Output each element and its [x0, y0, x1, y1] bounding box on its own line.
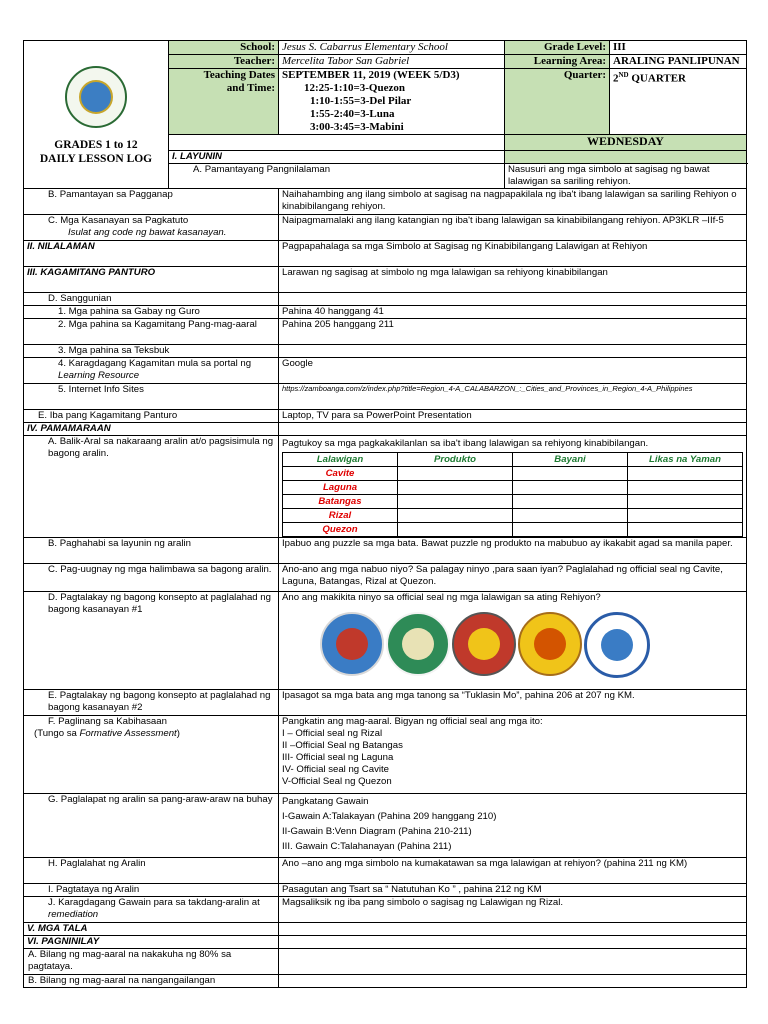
table-header: Lalawigan — [283, 453, 398, 467]
karagdagang-gawain-value: Magsaliksik ng iba pang simbolo o sagisag ng Lalawigan ng Rizal. — [279, 897, 747, 923]
table-row: Batangas — [283, 495, 398, 509]
teacher-value: Mercelita Tabor San Gabriel — [279, 55, 505, 69]
kagamitang-mag-aaral-label: 2. Mga pahina sa Kagamitang Pang-mag-aaral — [24, 319, 279, 345]
section-nilalaman: II. NILALAMAN — [24, 241, 279, 267]
pamantayang-pangnilalaman-label: A. Pamantayang Pangnilalaman — [169, 164, 505, 189]
section-pagninilay: VI. PAGNINILAY — [24, 936, 279, 949]
lalawigan-table — [282, 452, 743, 537]
paglalapat-value: Pangkatang Gawain I-Gawain A:Talakayan (Pahina 209 hanggang 210) II-Gawain B:Venn Diagram (Pahina 210-211) III. Gawain C:Talahanayan (Pahina 211) — [279, 794, 747, 858]
kagamitang-mag-aaral-value: Pahina 205 hanggang 211 — [279, 319, 747, 345]
quarter-label: Quarter: — [505, 69, 610, 135]
grade-level-label: Grade Level: — [505, 41, 610, 55]
nilalaman-value: Pagpapahalaga sa mga Simbolo at Sagisag ng Kinabibilangang Lalawigan at Rehiyon — [279, 241, 747, 267]
learning-area-label: Learning Area: — [505, 55, 610, 69]
table-row: Laguna — [283, 481, 398, 495]
sanggunian-label: D. Sanggunian — [24, 293, 279, 306]
kasanayan-value: Naipagmamalaki ang ilang katangian ng iba't ibang lalawigan sa kinabibilangang rehiyon. AP3KLR –IIf-5 — [279, 215, 747, 241]
section-pamamaraan: IV. PAMAMARAAN — [24, 423, 279, 436]
table-header: Produkto — [398, 453, 513, 467]
learning-area-value: ARALING PANLIPUNAN — [610, 55, 747, 69]
pamantayan-sa-pagganap-label: B. Pamantayan sa Pagganap — [24, 189, 279, 215]
iba-pang-kagamitan-label: E. Iba pang Kagamitang Panturo — [24, 410, 279, 423]
pagtataya-value: Pasagutan ang Tsart sa “ Natutuhan Ko ” , pahina 212 ng KM — [279, 884, 747, 897]
gabay-guro-value: Pahina 40 hanggang 41 — [279, 306, 747, 319]
bilang-nangangailangan-label: B. Bilang ng mag-aaral na nangangailangan — [24, 975, 279, 988]
school-label: School: — [169, 41, 279, 55]
day-header: WEDNESDAY — [505, 135, 747, 151]
table-row: Cavite — [283, 467, 398, 481]
iba-pang-kagamitan-value: Laptop, TV para sa PowerPoint Presentation — [279, 410, 747, 423]
pagtataya-label: I. Pagtataya ng Aralin — [24, 884, 279, 897]
karagdagang-gawain-label: J. Karagdagang Gawain para sa takdang-aralin at remediation — [24, 897, 279, 923]
teaching-dates-label: Teaching Dates and Time: — [169, 69, 279, 135]
laguna-seal-icon — [386, 612, 450, 676]
paglalapat-label: G. Paglalapat ng aralin sa pang-araw-araw na buhay — [24, 794, 279, 858]
paglinang-label: F. Paglinang sa Kabihasaan (Tungo sa Formative Assessment) — [24, 716, 279, 794]
pag-uugnay-value: Ano-ano ang mga nabuo niyo? Sa palagay ninyo ,para saan iyan? Paglalahad ng official seal ng Cavite, Laguna, Batangas, Rizal at Quezon. — [279, 564, 747, 592]
table-header: Bayani — [513, 453, 628, 467]
school-value: Jesus S. Cabarrus Elementary School — [279, 41, 505, 55]
kasanayan-label: C. Mga Kasanayan sa Pagkatuto Isulat ang code ng bawat kasanayan. — [24, 215, 279, 241]
learning-resource-label: 4. Karagdagang Kagamitan mula sa portal ng Learning Resource — [24, 358, 279, 384]
pag-uugnay-label: C. Pag-uugnay ng mga halimbawa sa bagong aralin. — [24, 564, 279, 592]
paghahabi-label: B. Paghahabi sa layunin ng aralin — [24, 538, 279, 564]
paglalahat-value: Ano –ano ang mga simbolo na kumakatawan sa mga lalawigan at rehiyon? (pahina 211 ng KM) — [279, 858, 747, 884]
table-row: Rizal — [283, 509, 398, 523]
cavite-seal-icon — [320, 612, 384, 676]
paglalahat-label: H. Paglalahat ng Aralin — [24, 858, 279, 884]
internet-info-label: 5. Internet Info Sites — [24, 384, 279, 410]
header-logo-cell — [24, 41, 169, 189]
quarter-value: 2ND QUARTER — [610, 69, 747, 135]
section-kagamitang-panturo: III. KAGAMITANG PANTURO — [24, 267, 279, 293]
balik-aral-label: A. Balik-Aral sa nakaraang aralin at/o pagsisimula ng bagong aralin. — [24, 436, 279, 538]
pagtalakay-2-label: E. Pagtalakay ng bagong konsepto at paglalahad ng bagong kasanayan #2 — [24, 690, 279, 716]
pagtalakay-2-value: Ipasagot sa mga bata ang mga tanong sa “Tuklasin Mo”, pahina 206 at 207 ng KM. — [279, 690, 747, 716]
official-seals — [282, 608, 743, 688]
pagtalakay-1-value: Ano ang makikita ninyo sa official seal ng mga lalawigan sa ating Rehiyon? — [279, 592, 747, 690]
teacher-label: Teacher: — [169, 55, 279, 69]
section-mga-tala: V. MGA TALA — [24, 923, 279, 936]
balik-aral-value: Pagtukoy sa mga pagkakakilanlan sa iba't ibang lalawigan sa rehiyong kinabibilangan. Lalawigan Produkto Bayani Likas na Yaman Cavite Laguna Batangas Rizal Quezon — [279, 436, 747, 538]
grade-level-value: III — [610, 41, 747, 55]
kagamitang-panturo-value: Larawan ng sagisag at simbolo ng mga lalawigan sa rehiyong kinabibilangan — [279, 267, 747, 293]
internet-info-link[interactable]: https://zamboanga.com/z/index.php?title=Region_4-A_CALABARZON_:_Cities_and_Provinces_in_Region_4-A_Philippines — [279, 384, 747, 410]
rizal-seal-icon — [518, 612, 582, 676]
learning-resource-value: Google — [279, 358, 747, 384]
deped-seal-icon — [65, 66, 127, 128]
paghahabi-value: Ipabuo ang puzzle sa mga bata. Bawat puzzle ng produkto na mabubuo ay ikakabit agad sa manila paper. — [279, 538, 747, 564]
teaching-dates-value: SEPTEMBER 11, 2019 (WEEK 5/D3) 12:25-1:10=3-Quezon 1:10-1:55=3-Del Pilar 1:55-2:40=3-Luna 3:00-3:45=3-Mabini — [279, 69, 505, 135]
bilang-80-label: A. Bilang ng mag-aaral na nakakuha ng 80% sa pagtataya. — [24, 949, 279, 975]
table-row: Quezon — [283, 523, 398, 537]
pagtalakay-1-label: D. Pagtalakay ng bagong konsepto at paglalahad ng bagong kasanayan #1 — [24, 592, 279, 690]
pamantayan-sa-pagganap-value: Naihahambing ang ilang simbolo at sagisag na nagpapakilala ng iba't ibang lalawigan sa sariling Rehiyon o kinabibilangang rehiyon. — [279, 189, 747, 215]
paglinang-value: Pangkatin ang mag-aaral. Bigyan ng official seal ang mga ito: I – Official seal ng Rizal II –Official Seal ng Batangas III- Official seal ng Laguna IV- Official seal ng Cavite V-Official Seal ng Quezon — [279, 716, 747, 794]
quezon-seal-icon — [584, 612, 650, 678]
section-layunin: I. LAYUNIN — [169, 151, 505, 164]
teksbuk-label: 3. Mga pahina sa Teksbuk — [24, 345, 279, 358]
pamantayang-pangnilalaman-value: Nasusuri ang mga simbolo at sagisag ng bawat lalawigan sa sariling rehiyon. — [505, 164, 747, 189]
table-header: Likas na Yaman — [628, 453, 743, 467]
page-title: GRADES 1 to 12 DAILY LESSON LOG — [39, 138, 153, 165]
gabay-guro-label: 1. Mga pahina sa Gabay ng Guro — [24, 306, 279, 319]
batangas-seal-icon — [452, 612, 516, 676]
daily-lesson-log — [23, 40, 746, 988]
